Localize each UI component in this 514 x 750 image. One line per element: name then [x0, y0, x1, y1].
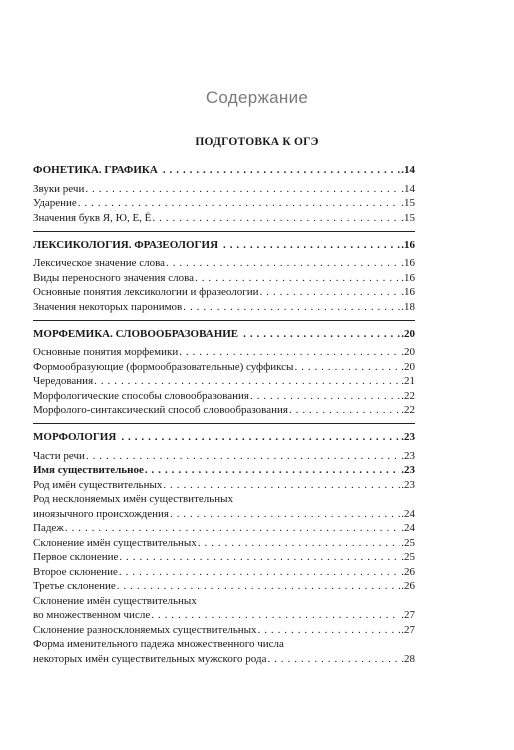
dot-leader	[121, 427, 400, 448]
dot-leader	[65, 521, 400, 535]
dot-leader	[94, 374, 400, 388]
dot-leader	[170, 507, 400, 521]
toc-section	[33, 231, 415, 314]
toc-page-number: .20	[401, 360, 415, 373]
toc-entry[interactable]	[33, 550, 415, 565]
toc-section-heading[interactable]	[33, 160, 415, 181]
toc-page-number: .16	[401, 271, 415, 284]
toc-entry[interactable]	[33, 651, 415, 666]
toc-entry-label: МОРФОЛОГИЯ	[33, 431, 117, 443]
dot-leader	[163, 478, 400, 492]
dot-leader	[151, 608, 400, 622]
dot-leader	[183, 300, 400, 314]
toc-entry-label: Значения букв Я, Ю, Е, Ё	[33, 211, 152, 224]
toc-page-number: .25	[401, 536, 415, 549]
toc-page-number: .15	[401, 197, 415, 209]
toc-entry[interactable]	[33, 388, 415, 403]
toc-page-number: .14	[401, 164, 415, 176]
dot-leader	[117, 579, 400, 593]
toc-entry[interactable]	[33, 506, 415, 521]
toc-entry-label: Части речи	[33, 449, 85, 462]
toc-entry-label: Формообразующие (формообразовательные) суффиксы	[33, 360, 294, 373]
page-subtitle: ПОДГОТОВКА К ОГЭ	[195, 136, 319, 148]
dot-leader	[294, 360, 400, 374]
dot-leader	[119, 565, 400, 579]
toc-entry[interactable]	[33, 535, 415, 550]
toc-entry-label: Склонение имён существительных	[33, 594, 197, 607]
toc-entry[interactable]	[33, 622, 415, 637]
toc-page-number: .27	[401, 623, 415, 636]
toc-entry-label: Падеж	[33, 522, 64, 534]
toc-entry[interactable]	[33, 448, 415, 463]
toc-entry[interactable]	[33, 256, 415, 271]
toc-entry-label: Основные понятия морфемики	[33, 346, 179, 358]
page-title: Содержание	[205, 88, 309, 107]
toc-page-number: .21	[401, 375, 415, 387]
dot-leader	[119, 550, 400, 564]
toc-section-heading[interactable]	[33, 427, 415, 448]
toc-entry-label: Род имён существительных	[33, 478, 163, 491]
dot-leader	[223, 235, 400, 256]
toc-entry-label: Морфолого-синтаксический способ словообразования	[33, 404, 288, 416]
toc-entry-label: Чередования	[33, 375, 94, 387]
toc-entry-label: Звуки речи	[33, 182, 85, 195]
dot-leader	[258, 623, 401, 637]
toc-page-number: .16	[401, 257, 415, 269]
toc-entry-label: Морфологические способы словообразования	[33, 389, 249, 402]
dot-leader	[260, 285, 401, 299]
dot-leader	[198, 536, 400, 550]
toc-entry-first-line	[33, 637, 415, 652]
toc-entry-label: МОРФЕМИКА. СЛОВООБРАЗОВАНИЕ	[33, 327, 239, 340]
toc-entry-label: Значения некоторых паронимов	[33, 300, 183, 313]
dot-leader	[250, 389, 400, 403]
toc-entry-label: ФОНЕТИКА. ГРАФИКА	[33, 164, 158, 176]
toc-page-number: .26	[401, 580, 415, 592]
toc-entry[interactable]	[33, 210, 415, 225]
toc-page-number: .25	[401, 551, 415, 563]
toc-entry[interactable]	[33, 285, 415, 300]
toc-entry-label: Форма именительного падежа множественного числа	[33, 638, 284, 650]
dot-leader	[163, 160, 400, 181]
dot-leader	[152, 211, 400, 225]
toc-entry[interactable]	[33, 374, 415, 389]
toc-entry[interactable]	[33, 403, 415, 418]
toc-page-number: .27	[401, 609, 415, 621]
toc-entry-label: Ударение	[33, 197, 77, 209]
toc-entry-label: Первое склонение	[33, 551, 119, 563]
toc-entry[interactable]	[33, 521, 415, 536]
dot-leader	[78, 196, 400, 210]
dot-leader	[86, 449, 400, 463]
dot-leader	[145, 463, 400, 477]
dot-leader	[85, 182, 400, 196]
toc-entry-label: во множественном числе	[33, 609, 151, 621]
toc-page-number: .23	[401, 449, 415, 462]
toc-section	[33, 423, 415, 666]
toc-page-number: .18	[401, 300, 415, 313]
toc-section	[33, 160, 415, 225]
toc-entry-label: иноязычного происхождения	[33, 507, 169, 520]
toc-entry-label: Лексическое значение слова	[33, 257, 166, 269]
toc-entry[interactable]	[33, 564, 415, 579]
toc-page-number: .20	[401, 346, 415, 358]
toc-entry-label: Имя существительное	[33, 464, 144, 476]
dot-leader	[267, 652, 400, 666]
toc-section	[33, 320, 415, 418]
toc-page-number: .26	[401, 565, 415, 578]
toc-entry-label: ЛЕКСИКОЛОГИЯ. ФРАЗЕОЛОГИЯ	[33, 238, 219, 251]
toc-entry[interactable]	[33, 270, 415, 285]
toc-entry-first-line	[33, 593, 415, 608]
toc-entry-label: Третье склонение	[33, 580, 116, 592]
toc-entry[interactable]	[33, 196, 415, 211]
dot-leader	[195, 271, 400, 285]
toc-page-number: .15	[401, 211, 415, 224]
toc-entry-label: Род несклоняемых имён существительных	[33, 493, 234, 505]
toc-entry-first-line	[33, 492, 415, 507]
toc-entry[interactable]	[33, 608, 415, 623]
toc-page-number: .23	[401, 464, 415, 476]
toc-entry-label: Склонение разносклоняемых существительных	[33, 623, 257, 636]
dot-leader	[243, 324, 400, 345]
toc-entry[interactable]	[33, 299, 415, 314]
toc-page-number: .24	[401, 522, 415, 534]
toc-page-number: .23	[401, 431, 415, 443]
toc-page-number: .28	[401, 652, 415, 665]
toc-page-number: .16	[401, 238, 415, 251]
toc-page-number: .24	[401, 507, 415, 520]
toc-entry[interactable]	[33, 579, 415, 594]
toc-entry[interactable]	[33, 463, 415, 478]
dot-leader	[166, 256, 400, 270]
dot-leader	[289, 403, 400, 417]
dot-leader	[179, 345, 400, 359]
toc-page-number: .23	[401, 478, 415, 491]
toc-section-heading[interactable]	[33, 324, 415, 345]
table-of-contents	[33, 160, 415, 672]
toc-entry-label: Второе склонение	[33, 565, 118, 578]
toc-entry-label: Виды переносного значения слова	[33, 271, 195, 284]
toc-entry[interactable]	[33, 477, 415, 492]
toc-page-number: .14	[401, 182, 415, 195]
toc-page-number: .22	[401, 389, 415, 402]
toc-entry-label: Основные понятия лексикологии и фразеологии	[33, 286, 259, 298]
toc-page-number: .16	[401, 286, 415, 298]
toc-entry-label: Склонение имён существительных	[33, 536, 197, 549]
toc-entry[interactable]	[33, 181, 415, 196]
toc-section-heading[interactable]	[33, 235, 415, 256]
toc-entry[interactable]	[33, 345, 415, 360]
toc-page-number: .22	[401, 404, 415, 416]
toc-page-number: .20	[401, 327, 415, 340]
toc-entry[interactable]	[33, 359, 415, 374]
toc-entry-label: некоторых имён существительных мужского рода	[33, 652, 267, 665]
